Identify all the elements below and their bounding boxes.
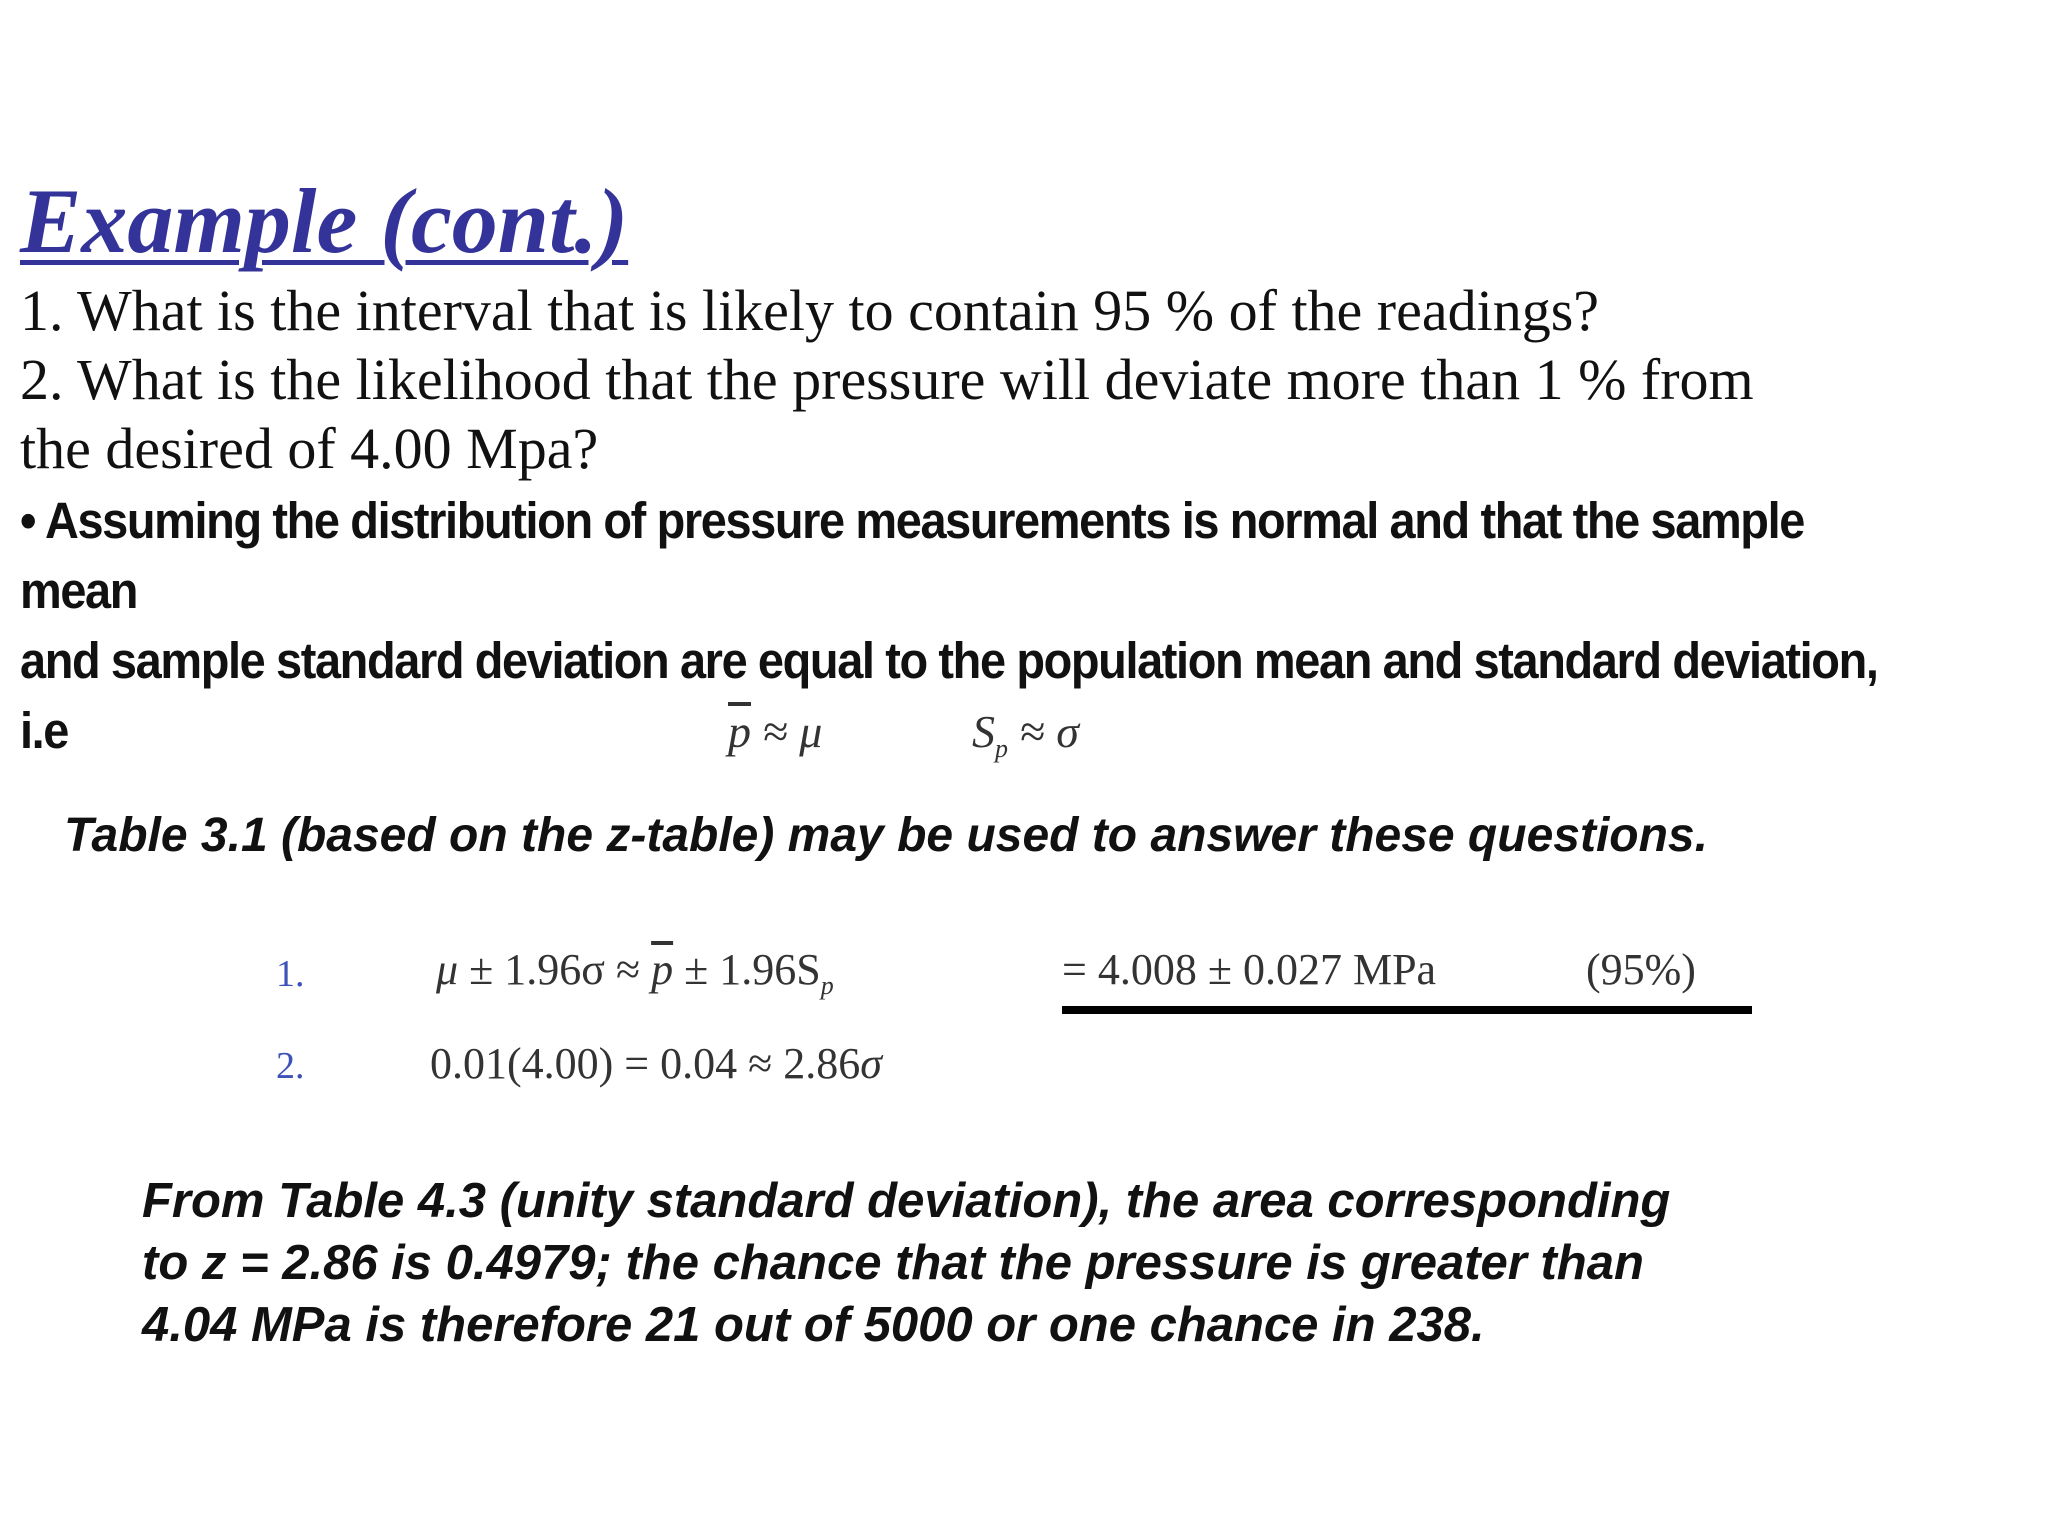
question-2-line-2: the desired of 4.00 Mpa? bbox=[20, 416, 599, 481]
equation-1-lhs: ± 1.96σ ≈ bbox=[458, 945, 652, 994]
equation-1 bbox=[436, 944, 1696, 1001]
conclusion-line: 4.04 MPa is therefore 21 out of 5000 or one chance in 238. bbox=[142, 1298, 1485, 1352]
question-2-line-1: 2. What is the likelihood that the pressure will deviate more than 1 % from bbox=[20, 347, 1754, 412]
table-note: Table 3.1 (based on the z-table) may be used to answer these questions. bbox=[64, 809, 1708, 862]
mu-symbol: μ bbox=[436, 945, 459, 994]
equation-1-result: = 4.008 ± 0.027 MPa bbox=[1062, 945, 1437, 994]
mean-approx-relation: ≈ μ bbox=[751, 706, 823, 757]
equation-2-number: 2. bbox=[276, 1045, 305, 1087]
result-underline bbox=[1062, 1006, 1752, 1014]
question-1: 1. What is the interval that is likely to contain 95 % of the readings? bbox=[20, 278, 1600, 343]
assumption-line: i.e bbox=[20, 702, 69, 759]
assumption-paragraph bbox=[20, 486, 1878, 766]
p-bar-symbol: $\overline{p}$ bbox=[728, 706, 751, 757]
equation-1-number: 1. bbox=[276, 953, 305, 995]
conclusion-line: From Table 4.3 (unity standard deviation), the area corresponding bbox=[142, 1174, 1671, 1228]
conclusion-paragraph bbox=[142, 1170, 1670, 1356]
sigma-symbol: σ bbox=[860, 1039, 882, 1088]
s-subscript: p bbox=[995, 734, 1008, 763]
equation-1-mid: ± 1.96S bbox=[673, 945, 821, 994]
conclusion-line: to z = 2.86 is 0.4979; the chance that the pressure is greater than bbox=[142, 1236, 1644, 1290]
assumption-line: and sample standard deviation are equal to the population mean and standard deviation, bbox=[20, 632, 1878, 689]
mean-approximation bbox=[728, 705, 822, 758]
assumption-line: mean bbox=[20, 562, 138, 619]
assumption-line: • Assuming the distribution of pressure measurements is normal and that the sample bbox=[20, 492, 1804, 549]
equation-2 bbox=[430, 1038, 882, 1089]
s-symbol: S bbox=[972, 706, 995, 757]
stddev-approx-relation: ≈ σ bbox=[1008, 706, 1079, 757]
stddev-approximation bbox=[972, 705, 1079, 764]
p-bar-symbol: $\overline{p}$ bbox=[651, 945, 674, 994]
confidence-level: (95%) bbox=[1586, 945, 1696, 994]
slide-title: Example (cont.) bbox=[20, 170, 629, 272]
equation-2-text: 0.01(4.00) = 0.04 ≈ 2.86 bbox=[430, 1039, 861, 1088]
s-subscript: p bbox=[820, 971, 834, 1000]
